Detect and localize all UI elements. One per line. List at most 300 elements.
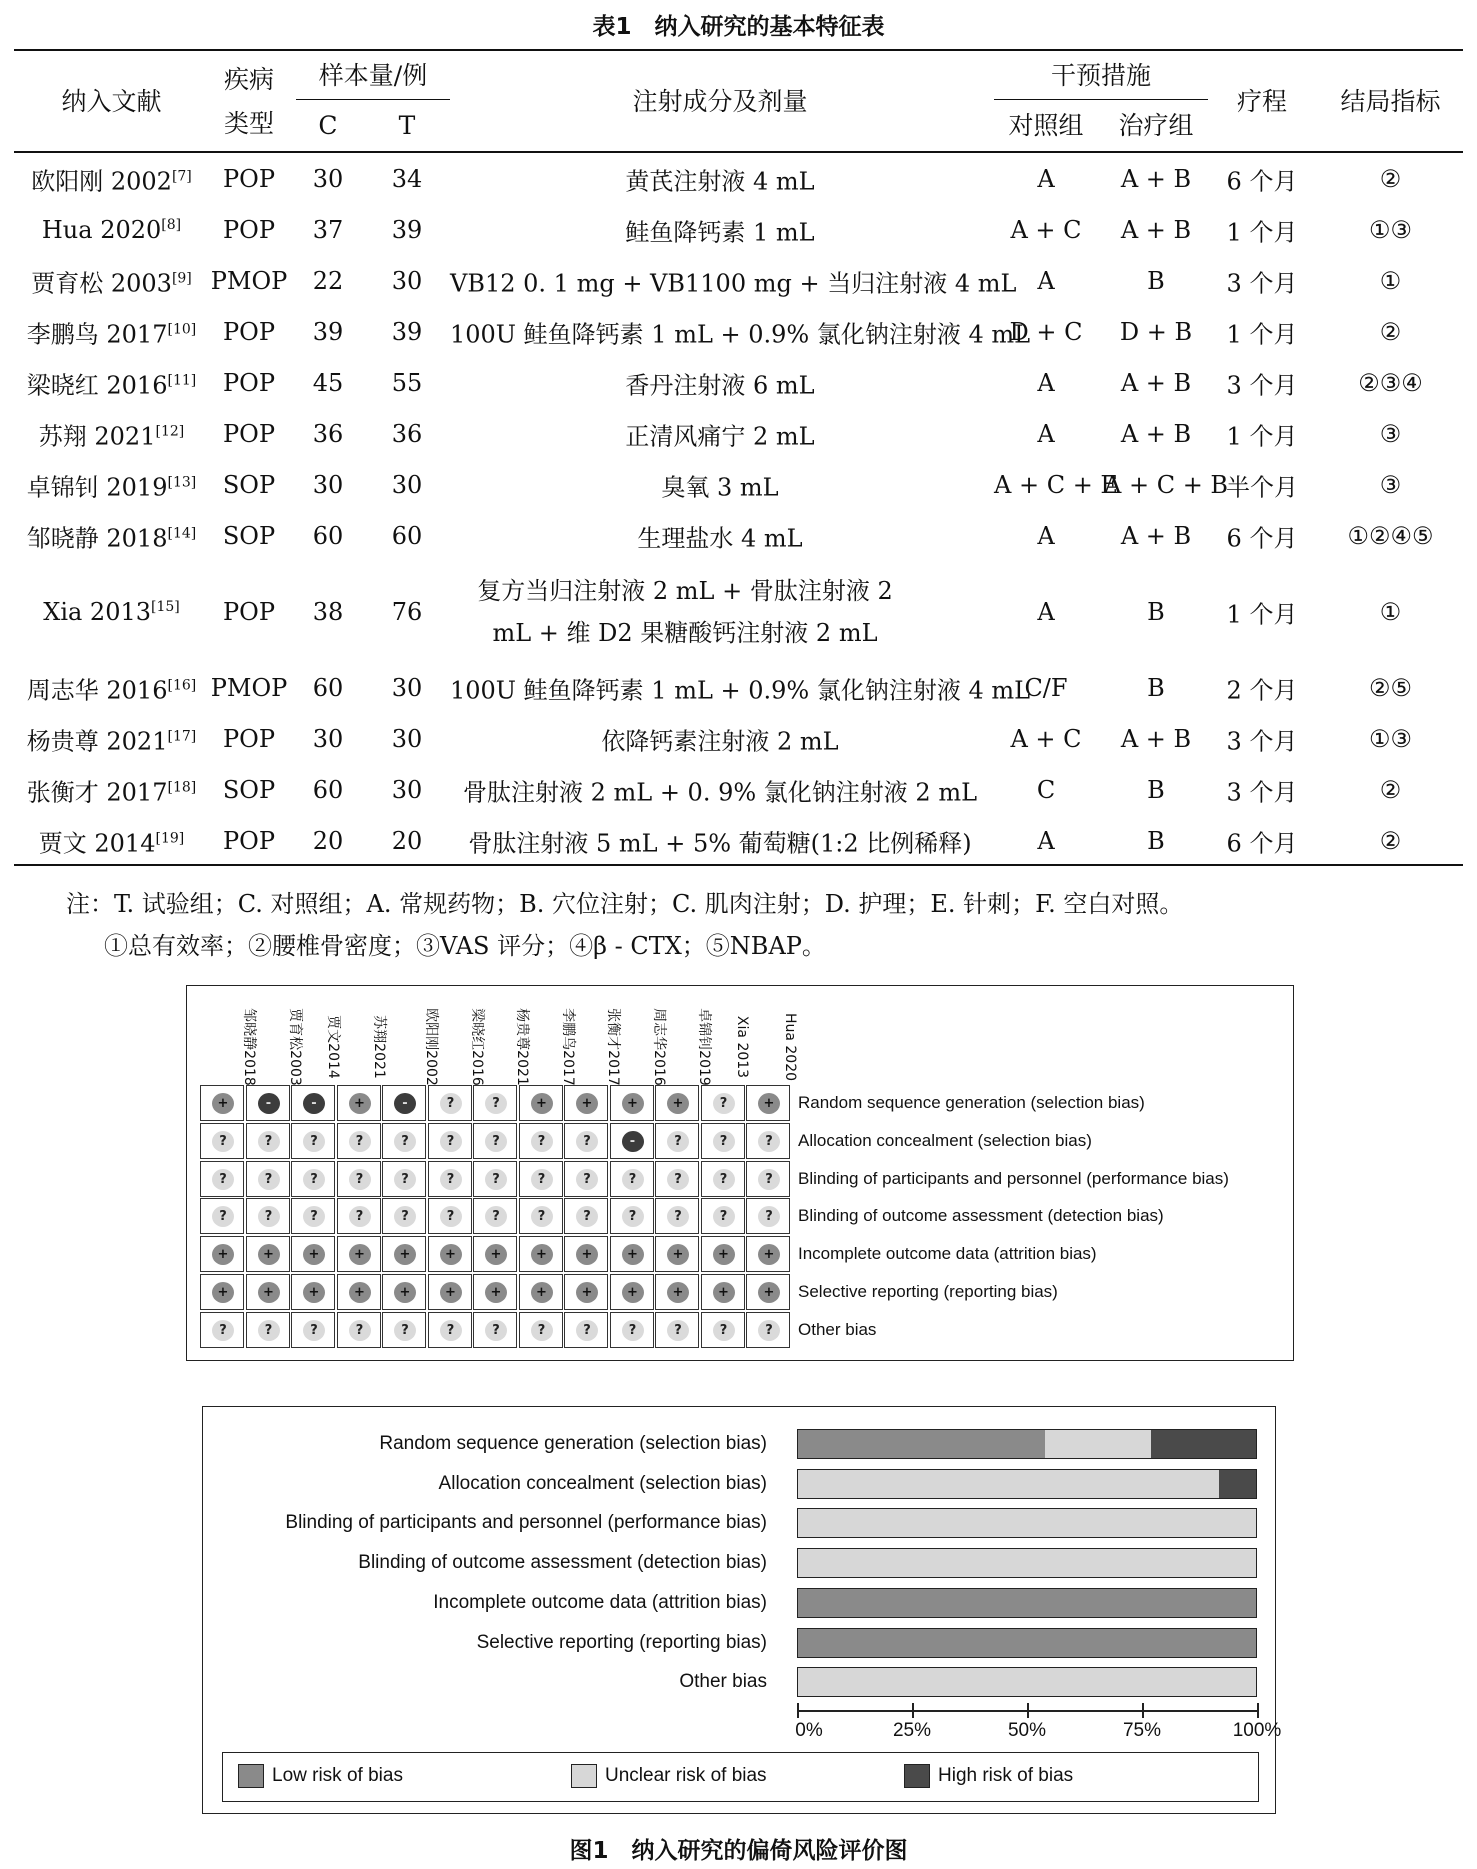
- judgement-cell: [655, 1161, 699, 1197]
- judgement-cell: [428, 1123, 472, 1159]
- judgement-cell: [246, 1236, 290, 1272]
- judgement-cell: [655, 1085, 699, 1121]
- judgement-unclear-icon: ?: [485, 1131, 507, 1152]
- graph-domain-label: Random sequence generation (selection bias): [379, 1433, 767, 1454]
- study-name: 梁晓红 2016: [26, 371, 168, 400]
- judgement-unclear-icon: ?: [713, 1206, 735, 1227]
- graph-bar: [797, 1548, 1257, 1578]
- cell-outcome: ②③④: [1358, 369, 1423, 397]
- judgement-unclear-icon: ?: [667, 1320, 689, 1341]
- judgement-cell: [610, 1312, 654, 1348]
- judgement-unclear-icon: ?: [758, 1169, 780, 1190]
- cell-t: 34: [391, 165, 423, 193]
- cell-t: 30: [391, 471, 423, 499]
- judgement-cell: [246, 1274, 290, 1310]
- study-column-label-text: 张衡才2017: [604, 1008, 621, 1086]
- study-column-label: [711, 1012, 750, 1082]
- study-name: Xia 2013: [43, 598, 152, 626]
- cell-disease: SOP: [222, 471, 276, 499]
- cell-control: A: [1037, 827, 1055, 855]
- cell-c: 22: [312, 267, 344, 295]
- graph-bar: [797, 1667, 1257, 1697]
- cell-injection: VB12 0. 1 mg + VB1100 mg + 当归注射液 4 mL: [450, 269, 1017, 298]
- judgement-low-icon: +: [349, 1282, 371, 1303]
- table-top-rule: [14, 49, 1463, 51]
- judgement-unclear-icon: ?: [258, 1206, 280, 1227]
- header-t: T: [398, 111, 416, 140]
- cell-treatment: B: [1147, 827, 1165, 855]
- study-name: 周志华 2016: [26, 676, 168, 705]
- cell-outcome: ②: [1379, 318, 1402, 346]
- sample-subrule: [296, 99, 450, 100]
- judgement-unclear-icon: ?: [576, 1169, 598, 1190]
- judgement-high-icon: -: [394, 1093, 416, 1114]
- judgement-unclear-icon: ?: [576, 1320, 598, 1341]
- domain-label: Allocation concealment (selection bias): [798, 1130, 1092, 1150]
- reference-marker: [15]: [151, 599, 180, 615]
- cell-c: 30: [312, 725, 344, 753]
- cell-t: 36: [391, 420, 423, 448]
- judgement-cell: [746, 1085, 790, 1121]
- cell-c: 39: [312, 318, 344, 346]
- judgement-low-icon: +: [531, 1244, 553, 1265]
- table-title: 表1 纳入研究的基本特征表: [592, 14, 885, 40]
- judgement-cell: [291, 1123, 335, 1159]
- judgement-cell: [701, 1198, 745, 1234]
- judgement-cell: [291, 1161, 335, 1197]
- figure-title: 图1 纳入研究的偏倚风险评价图: [569, 1838, 908, 1864]
- intervention-subrule: [994, 99, 1208, 100]
- judgement-cell: [701, 1312, 745, 1348]
- cell-course: 1 个月: [1226, 422, 1298, 451]
- cell-control: C: [1036, 776, 1056, 804]
- study-name: 邹晓静 2018: [26, 524, 168, 553]
- judgement-cell: [337, 1312, 381, 1348]
- judgement-cell: [473, 1123, 517, 1159]
- judgement-cell: [200, 1274, 244, 1310]
- judgement-low-icon: +: [622, 1244, 644, 1265]
- study-name: 卓锦钊 2019: [26, 473, 168, 502]
- header-intervention: 干预措施: [1050, 61, 1151, 90]
- judgement-cell: [655, 1312, 699, 1348]
- cell-study: [14, 366, 209, 401]
- judgement-cell: [701, 1274, 745, 1310]
- cell-outcome: ③: [1379, 420, 1402, 448]
- judgement-cell: [519, 1274, 563, 1310]
- judgement-cell: [428, 1312, 472, 1348]
- cell-outcome: ②: [1379, 165, 1402, 193]
- judgement-cell: [473, 1161, 517, 1197]
- judgement-cell: [519, 1161, 563, 1197]
- cell-t: 30: [391, 725, 423, 753]
- cell-disease: PMOP: [210, 267, 288, 295]
- cell-study: [14, 162, 209, 197]
- judgement-low-icon: +: [440, 1282, 462, 1303]
- judgement-cell: [564, 1123, 608, 1159]
- judgement-low-icon: +: [713, 1282, 735, 1303]
- judgement-cell: [291, 1085, 335, 1121]
- legend-label-low: Low risk of bias: [272, 1765, 403, 1786]
- judgement-low-icon: +: [258, 1244, 280, 1265]
- judgement-high-icon: -: [622, 1131, 644, 1152]
- judgement-cell: [246, 1161, 290, 1197]
- judgement-low-icon: +: [212, 1282, 234, 1303]
- cell-disease: POP: [223, 827, 275, 855]
- cell-injection: 生理盐水 4 mL: [637, 524, 803, 553]
- cell-outcome: ③: [1379, 471, 1402, 499]
- cell-disease: POP: [223, 420, 275, 448]
- reference-marker: [10]: [167, 321, 197, 338]
- judgement-cell: [200, 1312, 244, 1348]
- cell-outcome: ①③: [1368, 216, 1413, 244]
- cell-treatment: B: [1147, 674, 1165, 702]
- judgement-cell: [655, 1123, 699, 1159]
- judgement-cell: [200, 1236, 244, 1272]
- cell-disease: POP: [223, 216, 275, 244]
- cell-disease: SOP: [222, 776, 276, 804]
- judgement-unclear-icon: ?: [258, 1169, 280, 1190]
- judgement-cell: [610, 1085, 654, 1121]
- study-column-label-text: 贾育松2003: [286, 1008, 303, 1086]
- cell-t: 55: [391, 369, 423, 397]
- judgement-cell: [246, 1123, 290, 1159]
- judgement-cell: [610, 1236, 654, 1272]
- cell-t: 30: [391, 674, 423, 702]
- judgement-cell: [428, 1274, 472, 1310]
- judgement-unclear-icon: ?: [622, 1169, 644, 1190]
- cell-injection: 香丹注射液 6 mL: [625, 371, 815, 400]
- judgement-low-icon: +: [440, 1244, 462, 1265]
- judgement-low-icon: +: [531, 1093, 553, 1114]
- cell-control: D + C: [1009, 318, 1083, 346]
- reference-marker: [13]: [167, 474, 197, 491]
- cell-injection: 100U 鲑鱼降钙素 1 mL + 0.9% 氯化钠注射液 4 mL: [450, 676, 1031, 705]
- cell-study: [14, 315, 209, 350]
- judgement-unclear-icon: ?: [394, 1320, 416, 1341]
- x-tick: [1027, 1703, 1029, 1718]
- judgement-cell: [200, 1123, 244, 1159]
- judgement-unclear-icon: ?: [531, 1131, 553, 1152]
- cell-t: 30: [391, 267, 423, 295]
- bar-segment-unclear: [1045, 1430, 1150, 1458]
- judgement-low-icon: +: [212, 1093, 234, 1114]
- judgement-cell: [337, 1085, 381, 1121]
- judgement-cell: [701, 1236, 745, 1272]
- judgement-unclear-icon: ?: [212, 1320, 234, 1341]
- judgement-low-icon: +: [576, 1282, 598, 1303]
- table-note-abbreviations: 注：T. 试验组；C. 对照组；A. 常规药物；B. 穴位注射；C. 肌肉注射；D. 护理；E. 针刺；F. 空白对照。: [66, 890, 1184, 918]
- judgement-unclear-icon: ?: [303, 1169, 325, 1190]
- domain-label: Random sequence generation (selection bias): [798, 1093, 1145, 1112]
- cell-t: 30: [391, 776, 423, 804]
- cell-disease: POP: [223, 165, 275, 193]
- judgement-low-icon: +: [667, 1282, 689, 1303]
- judgement-unclear-icon: ?: [531, 1169, 553, 1190]
- graph-domain-label: Blinding of participants and personnel (performance bias): [285, 1512, 767, 1534]
- x-tick-label: 0%: [795, 1720, 823, 1741]
- judgement-unclear-icon: ?: [485, 1169, 507, 1190]
- judgement-cell: [291, 1274, 335, 1310]
- judgement-cell: [519, 1085, 563, 1121]
- cell-outcome: ①: [1379, 598, 1402, 626]
- judgement-cell: [246, 1198, 290, 1234]
- cell-injection: 依降钙素注射液 2 mL: [601, 727, 839, 756]
- cell-c: 60: [312, 522, 344, 550]
- cell-treatment: B: [1147, 598, 1165, 626]
- study-column-label-text: 梁晓红2016: [468, 1008, 485, 1086]
- cell-c: 20: [312, 827, 344, 855]
- cell-course: 半个月: [1226, 473, 1298, 502]
- cell-treatment: D + B: [1119, 318, 1193, 346]
- cell-treatment: A + B: [1120, 216, 1192, 244]
- cell-disease: POP: [223, 725, 275, 753]
- judgement-cell: [473, 1198, 517, 1234]
- cell-c: 30: [312, 471, 344, 499]
- cell-c: 30: [312, 165, 344, 193]
- cell-treatment: A + B: [1120, 420, 1192, 448]
- judgement-cell: [746, 1274, 790, 1310]
- judgement-cell: [655, 1274, 699, 1310]
- judgement-cell: [382, 1274, 426, 1310]
- header-treatment: 治疗组: [1118, 111, 1194, 140]
- cell-control: A + C + E: [994, 471, 1118, 499]
- bar-segment-high: [1219, 1470, 1256, 1498]
- cell-outcome: ②: [1379, 776, 1402, 804]
- bar-segment-low: [798, 1589, 1256, 1617]
- cell-outcome: ①③: [1368, 725, 1413, 753]
- judgement-unclear-icon: ?: [440, 1169, 462, 1190]
- domain-label: Incomplete outcome data (attrition bias): [798, 1244, 1097, 1264]
- cell-treatment: A + C + B: [1104, 471, 1229, 499]
- reference-marker: [11]: [167, 372, 197, 389]
- legend-swatch-high: [904, 1764, 930, 1788]
- judgement-low-icon: +: [303, 1244, 325, 1265]
- judgement-cell: [337, 1123, 381, 1159]
- judgement-low-icon: +: [349, 1093, 371, 1114]
- judgement-low-icon: +: [349, 1244, 371, 1265]
- cell-control: A: [1037, 267, 1055, 295]
- judgement-unclear-icon: ?: [258, 1320, 280, 1341]
- reference-marker: [9]: [171, 270, 192, 287]
- graph-bar: [797, 1429, 1257, 1459]
- bar-segment-low: [798, 1629, 1256, 1657]
- study-column-label: [301, 1012, 341, 1082]
- x-tick-label: 25%: [892, 1720, 932, 1741]
- judgement-cell: [564, 1198, 608, 1234]
- judgement-unclear-icon: ?: [622, 1206, 644, 1227]
- cell-course: 3 个月: [1226, 727, 1298, 756]
- judgement-unclear-icon: ?: [212, 1169, 234, 1190]
- bar-segment-unclear: [798, 1470, 1219, 1498]
- judgement-low-icon: +: [258, 1282, 280, 1303]
- judgement-low-icon: +: [622, 1093, 644, 1114]
- judgement-unclear-icon: ?: [713, 1093, 735, 1114]
- study-name: 李鹏鸟 2017: [26, 320, 168, 349]
- judgement-low-icon: +: [622, 1282, 644, 1303]
- cell-study: [14, 824, 209, 859]
- cell-c: 45: [312, 369, 344, 397]
- study-column-label: [574, 1008, 621, 1086]
- cell-disease: SOP: [222, 522, 276, 550]
- reference-marker: [18]: [167, 779, 197, 796]
- judgement-low-icon: +: [758, 1244, 780, 1265]
- cell-course: 6 个月: [1226, 524, 1298, 553]
- judgement-low-icon: +: [303, 1282, 325, 1303]
- study-column-label-text: Xia 2013: [733, 1015, 750, 1079]
- cell-control: A: [1037, 369, 1055, 397]
- judgement-cell: [382, 1161, 426, 1197]
- judgement-cell: [564, 1085, 608, 1121]
- cell-course: 6 个月: [1226, 167, 1298, 196]
- judgement-unclear-icon: ?: [758, 1206, 780, 1227]
- x-tick-label: 50%: [1007, 1720, 1047, 1741]
- judgement-low-icon: +: [531, 1282, 553, 1303]
- cell-t: 20: [391, 827, 423, 855]
- judgement-cell: [564, 1236, 608, 1272]
- domain-label: Blinding of participants and personnel (performance bias): [798, 1168, 1229, 1188]
- judgement-low-icon: +: [212, 1244, 234, 1265]
- judgement-cell: [200, 1161, 244, 1197]
- judgement-cell: [246, 1312, 290, 1348]
- cell-course: 1 个月: [1226, 218, 1298, 247]
- graph-domain-label: Allocation concealment (selection bias): [438, 1472, 767, 1494]
- cell-c: 37: [312, 216, 344, 244]
- cell-study: [14, 773, 209, 808]
- study-name: 贾育松 2003: [31, 269, 172, 298]
- cell-injection: 正清风痛宁 2 mL: [625, 422, 815, 451]
- judgement-cell: [564, 1161, 608, 1197]
- judgement-unclear-icon: ?: [258, 1131, 280, 1152]
- judgement-unclear-icon: ?: [303, 1206, 325, 1227]
- cell-disease: POP: [223, 369, 275, 397]
- judgement-cell: [291, 1236, 335, 1272]
- judgement-cell: [564, 1274, 608, 1310]
- cell-control: A: [1037, 420, 1055, 448]
- study-column-label-text: Hua 2020: [782, 1012, 799, 1082]
- study-column-label: [392, 1008, 439, 1086]
- judgement-cell: [382, 1198, 426, 1234]
- judgement-cell: [655, 1236, 699, 1272]
- judgement-cell: [519, 1198, 563, 1234]
- judgement-low-icon: +: [485, 1244, 507, 1265]
- study-name: 杨贵尊 2021: [26, 727, 168, 756]
- reference-marker: [12]: [155, 423, 185, 440]
- study-column-label: [756, 1012, 799, 1082]
- judgement-cell: [655, 1198, 699, 1234]
- cell-t: 39: [391, 216, 423, 244]
- cell-course: 2 个月: [1226, 676, 1298, 705]
- cell-injection: 骨肽注射液 5 mL + 5% 葡萄糖(1:2 比例稀释): [468, 829, 972, 858]
- cell-treatment: A + B: [1120, 522, 1192, 550]
- judgement-unclear-icon: ?: [394, 1131, 416, 1152]
- judgement-unclear-icon: ?: [394, 1169, 416, 1190]
- judgement-unclear-icon: ?: [485, 1093, 507, 1114]
- judgement-unclear-icon: ?: [758, 1320, 780, 1341]
- study-column-label: [529, 1008, 576, 1086]
- study-column-label-text: 贾文2014: [324, 1015, 341, 1079]
- cell-t: 39: [391, 318, 423, 346]
- judgement-unclear-icon: ?: [622, 1320, 644, 1341]
- cell-injection: 100U 鲑鱼降钙素 1 mL + 0.9% 氯化钠注射液 4 mL: [450, 320, 1031, 349]
- judgement-unclear-icon: ?: [440, 1131, 462, 1152]
- judgement-unclear-icon: ?: [303, 1131, 325, 1152]
- judgement-unclear-icon: ?: [349, 1206, 371, 1227]
- judgement-cell: [200, 1085, 244, 1121]
- study-column-label-text: 李鹏鸟2017: [559, 1008, 576, 1086]
- graph-bar: [797, 1588, 1257, 1618]
- cell-injection: 复方当归注射液 2 mL + 骨肽注射液 2 mL + 维 D2 果糖酸钙注射液 2 mL: [477, 577, 893, 647]
- study-column-label-text: 卓锦钊2019: [695, 1008, 712, 1086]
- cell-control: A: [1037, 522, 1055, 550]
- judgement-unclear-icon: ?: [349, 1131, 371, 1152]
- domain-label: Selective reporting (reporting bias): [798, 1282, 1058, 1301]
- legend-label-high: High risk of bias: [938, 1765, 1074, 1786]
- judgement-cell: [701, 1161, 745, 1197]
- judgement-unclear-icon: ?: [576, 1131, 598, 1152]
- cell-c: 38: [312, 598, 344, 626]
- judgement-cell: [337, 1274, 381, 1310]
- cell-disease: POP: [223, 598, 275, 626]
- x-tick-label: 100%: [1232, 1720, 1282, 1741]
- judgement-cell: [473, 1274, 517, 1310]
- judgement-cell: [473, 1236, 517, 1272]
- cell-control: A + C: [1010, 216, 1082, 244]
- judgement-low-icon: +: [394, 1282, 416, 1303]
- cell-disease: POP: [223, 318, 275, 346]
- judgement-cell: [382, 1236, 426, 1272]
- cell-course: 3 个月: [1226, 371, 1298, 400]
- judgement-low-icon: +: [485, 1282, 507, 1303]
- judgement-unclear-icon: ?: [713, 1320, 735, 1341]
- bar-segment-high: [1151, 1430, 1256, 1458]
- cell-study: [14, 264, 209, 299]
- cell-control: A + C: [1010, 725, 1082, 753]
- judgement-high-icon: -: [303, 1093, 325, 1114]
- cell-course: 1 个月: [1226, 600, 1298, 629]
- cell-injection: 鲑鱼降钙素 1 mL: [625, 218, 815, 247]
- study-column-label-text: 邹晓静2018: [240, 1008, 257, 1086]
- judgement-cell: [428, 1198, 472, 1234]
- cell-c: 60: [312, 776, 344, 804]
- cell-outcome: ②: [1379, 827, 1402, 855]
- judgement-cell: [746, 1123, 790, 1159]
- judgement-cell: [746, 1198, 790, 1234]
- judgement-cell: [519, 1236, 563, 1272]
- cell-study: [14, 598, 209, 626]
- cell-outcome: ①: [1379, 267, 1402, 295]
- cell-course: 1 个月: [1226, 320, 1298, 349]
- judgement-cell: [473, 1312, 517, 1348]
- cell-study: [14, 468, 209, 503]
- judgement-cell: [746, 1312, 790, 1348]
- judgement-cell: [610, 1198, 654, 1234]
- judgement-low-icon: +: [667, 1244, 689, 1265]
- cell-treatment: B: [1147, 267, 1165, 295]
- bar-segment-unclear: [798, 1509, 1256, 1537]
- reference-marker: [8]: [161, 217, 182, 233]
- cell-course: 6 个月: [1226, 829, 1298, 858]
- cell-outcome: ②⑤: [1368, 674, 1413, 702]
- judgement-unclear-icon: ?: [440, 1206, 462, 1227]
- study-name: 贾文 2014: [38, 829, 156, 858]
- cell-course: 3 个月: [1226, 269, 1298, 298]
- judgement-cell: [519, 1312, 563, 1348]
- judgement-low-icon: +: [758, 1093, 780, 1114]
- judgement-unclear-icon: ?: [485, 1320, 507, 1341]
- judgement-unclear-icon: ?: [349, 1320, 371, 1341]
- cell-disease: PMOP: [210, 674, 288, 702]
- judgement-cell: [337, 1198, 381, 1234]
